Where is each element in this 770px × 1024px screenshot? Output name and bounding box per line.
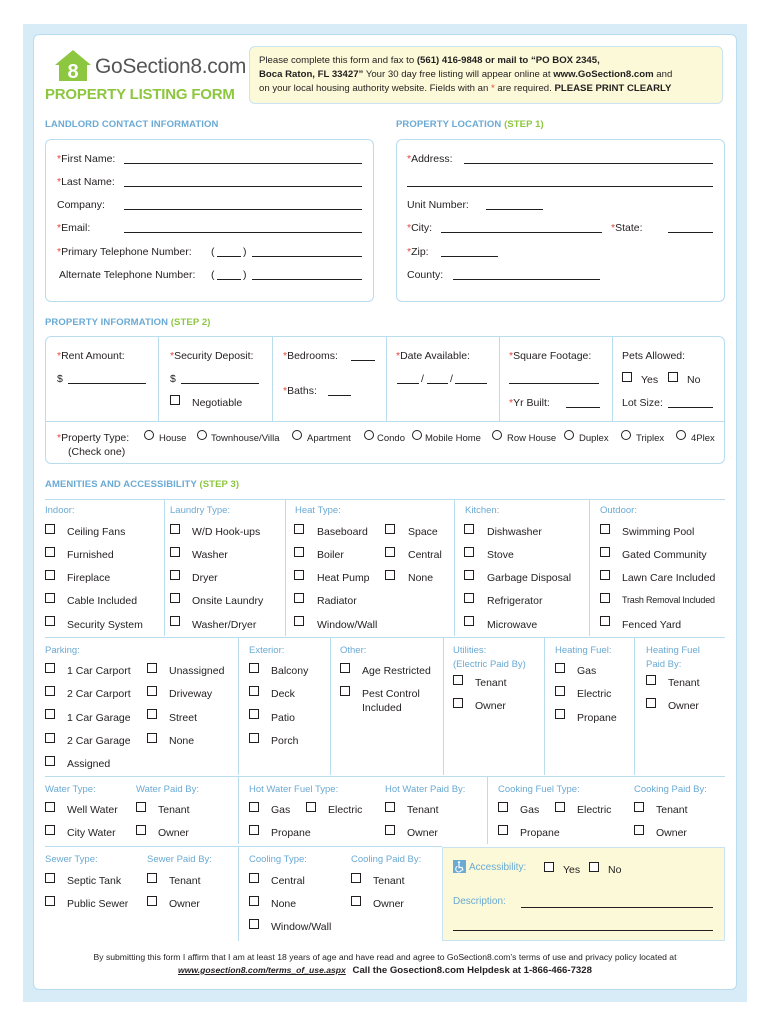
balcony-label: Balcony [271,665,309,677]
sewer-type-title: Sewer Type: [45,854,98,865]
baths-field[interactable] [328,395,351,396]
cooling-none-checkbox[interactable] [249,896,259,906]
heating-fuel-propane-label: Propane [577,712,617,724]
stove-label: Stove [487,549,514,561]
cook-propane-label: Propane [520,827,560,839]
fenced-yard-checkbox[interactable] [600,616,610,626]
bedrooms-field[interactable] [351,360,375,361]
cooling-paid-tenant-checkbox[interactable] [351,873,361,883]
heating-paid-tenant-checkbox[interactable] [646,675,656,685]
age-restricted-checkbox[interactable] [340,663,350,673]
last-name-label: *Last Name: [57,176,115,188]
type-condo-radio[interactable] [364,430,374,440]
outdoor-title: Outdoor: [600,505,637,516]
heat-pump-checkbox[interactable] [294,570,304,580]
refrigerator-label: Refrigerator [487,595,543,607]
hw-electric-label: Electric [328,804,363,816]
hw-gas-checkbox[interactable] [249,802,259,812]
instructions-line-1: Please complete this form and fax to (561) 416-9848 or mail to “PO BOX 2345, [259,55,600,66]
cooling-window-wall-label: Window/Wall [271,921,332,933]
heating-fuel-electric-label: Electric [577,688,612,700]
cooling-paid-owner-checkbox[interactable] [351,896,361,906]
cook-paid-tenant-checkbox[interactable] [634,802,644,812]
utilities-tenant-checkbox[interactable] [453,675,463,685]
gated-community-label: Gated Community [622,549,707,561]
heat-pump-label: Heat Pump [317,572,370,584]
garbage-disposal-checkbox[interactable] [464,570,474,580]
type-condo-label: Condo [377,433,405,444]
hw-paid-title: Hot Water Paid By: [385,784,466,795]
dryer-label: Dryer [192,572,218,584]
parking-title: Parking: [45,645,80,656]
unit-label: Unit Number: [407,199,469,211]
well-water-checkbox[interactable] [45,802,55,812]
divider [158,336,159,421]
divider [45,421,725,422]
pets-no-label: No [687,374,701,386]
alt-phone-area-code-field[interactable] [217,279,241,280]
wd-hookups-checkbox[interactable] [170,524,180,534]
city-water-checkbox[interactable] [45,825,55,835]
primary-phone-paren-close: ) [243,246,247,258]
hw-propane-checkbox[interactable] [249,825,259,835]
parking-none-checkbox[interactable] [147,733,157,743]
porch-label: Porch [271,735,299,747]
public-sewer-label: Public Sewer [67,898,129,910]
porch-checkbox[interactable] [249,733,259,743]
address-label: *Address: [407,153,453,165]
sewer-paid-tenant-checkbox[interactable] [147,873,157,883]
grid-line [487,776,488,844]
unassigned-label: Unassigned [169,665,225,677]
primary-phone-field[interactable] [252,256,362,257]
divider [499,336,500,421]
hw-paid-owner-checkbox[interactable] [385,825,395,835]
1-car-garage-checkbox[interactable] [45,709,55,719]
footer-terms: By submitting this form I affirm that I am at least 18 years of age and have read and agree to GoSection8.com’s terms of use and privacy policy located at [93,952,677,962]
refrigerator-checkbox[interactable] [464,593,474,603]
accessibility-yes-label: Yes [563,864,581,876]
driveway-label: Driveway [169,688,213,700]
cooling-central-checkbox[interactable] [249,873,259,883]
utilities-owner-label: Owner [475,700,506,712]
svg-text:8: 8 [67,61,79,83]
negotiable-checkbox[interactable] [170,395,180,405]
type-row-house-label: Row House [507,433,557,444]
date-day-field[interactable] [427,383,448,384]
parking-none-label: None [169,735,195,747]
wheelchair-icon [453,860,466,873]
boiler-label: Boiler [317,549,344,561]
type-townhouse-radio[interactable] [197,430,207,440]
accessibility-label: Accessibility: [469,862,527,873]
cooling-paid-title: Cooling Paid By: [351,854,422,865]
heating-paid-tenant-label: Tenant [668,677,700,689]
rent-dollar: $ [57,373,63,385]
state-field[interactable] [668,232,713,233]
type-apartment-label: Apartment [307,433,351,444]
2-car-carport-label: 2 Car Carport [67,688,131,700]
city-field[interactable] [441,232,602,233]
trash-removal-checkbox[interactable] [600,593,610,603]
pest-control-label-line-2: Included [362,702,402,714]
garbage-disposal-label: Garbage Disposal [487,572,572,584]
grid-line [164,499,165,636]
type-mobile-home-radio[interactable] [412,430,422,440]
location-heading: PROPERTY LOCATION (STEP 1) [396,119,544,130]
type-mobile-home-label: Mobile Home [425,433,481,444]
grid-line [45,846,442,847]
deck-checkbox[interactable] [249,686,259,696]
divider [272,336,273,421]
driveway-checkbox[interactable] [147,686,157,696]
alt-phone-paren-close: ) [243,269,247,281]
accessibility-yes-checkbox[interactable] [544,862,554,872]
fenced-yard-label: Fenced Yard [622,619,682,631]
sewer-paid-owner-checkbox[interactable] [147,896,157,906]
utilities-owner-checkbox[interactable] [453,698,463,708]
patio-label: Patio [271,712,295,724]
unit-field[interactable] [486,209,543,210]
company-label: Company: [57,199,105,211]
2-car-garage-checkbox[interactable] [45,733,55,743]
1-car-garage-label: 1 Car Garage [67,712,131,724]
heating-fuel-propane-checkbox[interactable] [555,709,565,719]
address-field-line-2[interactable] [407,186,713,187]
primary-phone-paren-open: ( [211,246,215,258]
helpdesk-text: Call the Gosection8.com Helpdesk at 1-866-466-7328 [352,965,592,976]
street-label: Street [169,712,198,724]
dryer-checkbox[interactable] [170,570,180,580]
cook-paid-title: Cooking Paid By: [634,784,707,795]
grid-line [544,637,545,775]
hw-gas-label: Gas [271,804,291,816]
logo-text: GoSection8.com [95,55,247,78]
cook-paid-owner-label: Owner [656,827,687,839]
hw-fuel-title: Hot Water Fuel Type: [249,784,339,795]
grid-line [285,499,286,636]
deposit-label: *Security Deposit: [170,350,254,362]
sqft-label: *Square Footage: [509,350,592,362]
instructions-line-2: Boca Raton, FL 33427” Your 30 day free listing will appear online at www.GoSection8.com and [259,69,673,80]
type-duplex-radio[interactable] [564,430,574,440]
primary-phone-area-code-field[interactable] [217,256,241,257]
city-label: *City: [407,222,433,234]
email-field[interactable] [124,232,362,233]
cook-electric-label: Electric [577,804,612,816]
yr-built-label: *Yr Built: [509,397,550,409]
patio-checkbox[interactable] [249,709,259,719]
laundry-title: Laundry Type: [170,505,231,516]
2-car-garage-label: 2 Car Garage [67,735,131,747]
grid-line [443,637,444,775]
heating-paid-title-line-2: Paid By: [646,659,682,670]
cook-fuel-title: Cooking Fuel Type: [498,784,580,795]
water-paid-owner-label: Owner [158,827,189,839]
type-apartment-radio[interactable] [292,430,302,440]
heating-paid-owner-label: Owner [668,700,699,712]
type-duplex-label: Duplex [579,433,609,444]
cooling-type-title: Cooling Type: [249,854,307,865]
age-restricted-label: Age Restricted [362,665,431,677]
dishwasher-checkbox[interactable] [464,524,474,534]
instructions-line-3: on your local housing authority website. Fields with an * are required. PLEASE PRINT CLEARLY [259,83,672,94]
kitchen-title: Kitchen: [465,505,500,516]
date-slash-2: / [450,373,453,385]
type-4plex-label: 4Plex [691,433,715,444]
space-label: Space [408,526,438,538]
grid-line [238,846,239,941]
radiator-checkbox[interactable] [294,593,304,603]
grid-line [238,776,239,844]
check-one-note: (Check one) [68,446,126,458]
heating-paid-owner-checkbox[interactable] [646,698,656,708]
onsite-laundry-label: Onsite Laundry [192,595,264,607]
utilities-tenant-label: Tenant [475,677,507,689]
pets-yes-label: Yes [641,374,659,386]
divider [612,336,613,421]
boiler-checkbox[interactable] [294,547,304,557]
fireplace-label: Fireplace [67,572,111,584]
stove-checkbox[interactable] [464,547,474,557]
1-car-carport-label: 1 Car Carport [67,665,131,677]
house-logo-icon [52,47,94,83]
dishwasher-label: Dishwasher [487,526,542,538]
water-paid-tenant-label: Tenant [158,804,190,816]
description-field-line-2[interactable] [453,930,713,931]
pets-no-checkbox[interactable] [668,372,678,382]
cooling-central-label: Central [271,875,305,887]
form-title: PROPERTY LISTING FORM [45,86,235,103]
assigned-checkbox[interactable] [45,756,55,766]
washer-dryer-checkbox[interactable] [170,616,180,626]
grid-line [238,637,239,775]
heating-paid-title: Heating Fuel [646,645,700,656]
water-paid-title: Water Paid By: [136,784,200,795]
security-system-label: Security System [67,619,143,631]
sewer-paid-owner-label: Owner [169,898,200,910]
type-house-label: House [159,433,187,444]
email-label: *Email: [57,222,91,234]
sewer-paid-tenant-label: Tenant [169,875,201,887]
amenities-heading: AMENITIES AND ACCESSIBILITY (STEP 3) [45,479,240,490]
baths-label: *Baths: [283,385,317,397]
heating-fuel-gas-label: Gas [577,665,597,677]
indoor-title: Indoor: [45,505,75,516]
cooling-window-wall-checkbox[interactable] [249,919,259,929]
primary-phone-label: *Primary Telephone Number: [57,246,192,258]
gated-community-checkbox[interactable] [600,547,610,557]
heating-fuel-electric-checkbox[interactable] [555,686,565,696]
trash-removal-label: Trash Removal Included [622,595,715,605]
cook-gas-label: Gas [520,804,540,816]
hw-paid-tenant-label: Tenant [407,804,439,816]
description-field[interactable] [521,907,713,908]
cooling-paid-tenant-label: Tenant [373,875,405,887]
cable-checkbox[interactable] [45,593,55,603]
type-row-house-radio[interactable] [492,430,502,440]
lawn-care-label: Lawn Care Included [622,572,716,584]
alt-phone-field[interactable] [252,279,362,280]
address-field[interactable] [464,163,713,164]
public-sewer-checkbox[interactable] [45,896,55,906]
security-system-checkbox[interactable] [45,616,55,626]
fireplace-checkbox[interactable] [45,570,55,580]
alt-phone-label: Alternate Telephone Number: [59,269,196,281]
washer-label: Washer [192,549,228,561]
grid-line [454,499,455,636]
baseboard-label: Baseboard [317,526,368,538]
onsite-laundry-checkbox[interactable] [170,593,180,603]
cooling-paid-owner-label: Owner [373,898,404,910]
baseboard-checkbox[interactable] [294,524,304,534]
microwave-label: Microwave [487,619,538,631]
property-type-label: *Property Type: [57,432,130,444]
wd-hookups-label: W/D Hook-ups [192,526,261,538]
hw-paid-owner-label: Owner [407,827,438,839]
alt-phone-paren-open: ( [211,269,215,281]
heat-none-label: None [408,572,434,584]
deposit-dollar: $ [170,373,176,385]
state-label: *State: [611,222,643,234]
heat-none-checkbox[interactable] [385,570,395,580]
cook-gas-checkbox[interactable] [498,802,508,812]
date-label: *Date Available: [396,350,470,362]
microwave-checkbox[interactable] [464,616,474,626]
first-name-field[interactable] [124,163,362,164]
grid-line [589,499,590,636]
lawn-care-checkbox[interactable] [600,570,610,580]
rent-label: *Rent Amount: [57,350,125,362]
balcony-checkbox[interactable] [249,663,259,673]
terms-link[interactable]: www.gosection8.com/terms_of_use.aspx [178,965,346,975]
heat-title: Heat Type: [295,505,341,516]
property-heading: PROPERTY INFORMATION (STEP 2) [45,317,211,328]
water-type-title: Water Type: [45,784,96,795]
company-field[interactable] [124,209,362,210]
swimming-pool-label: Swimming Pool [622,526,695,538]
street-checkbox[interactable] [147,709,157,719]
other-title: Other: [340,645,367,656]
landlord-heading: LANDLORD CONTACT INFORMATION [45,119,219,130]
water-paid-owner-checkbox[interactable] [136,825,146,835]
1-car-carport-checkbox[interactable] [45,663,55,673]
date-month-field[interactable] [397,383,419,384]
pets-label: Pets Allowed: [622,350,686,362]
utilities-title: Utilities: [453,645,487,656]
grid-line [45,499,725,500]
washer-dryer-label: Washer/Dryer [192,619,257,631]
hw-propane-label: Propane [271,827,311,839]
rent-field[interactable] [68,383,146,384]
water-paid-tenant-checkbox[interactable] [136,802,146,812]
lot-size-field[interactable] [668,407,713,408]
grid-line [45,637,725,638]
footer-line-2 [0,965,770,976]
hw-electric-checkbox[interactable] [306,802,316,812]
last-name-field[interactable] [124,186,362,187]
accessibility-no-label: No [608,864,622,876]
description-label: Description: [453,896,506,907]
unassigned-checkbox[interactable] [147,663,157,673]
type-triplex-radio[interactable] [621,430,631,440]
pest-control-checkbox[interactable] [340,686,350,696]
furnished-checkbox[interactable] [45,547,55,557]
grid-line [634,637,635,775]
radiator-label: Radiator [317,595,357,607]
negotiable-label: Negotiable [192,397,243,409]
cable-label: Cable Included [67,595,138,607]
central-heat-checkbox[interactable] [385,547,395,557]
date-slash-1: / [421,373,424,385]
deposit-field[interactable] [181,383,259,384]
hw-paid-tenant-checkbox[interactable] [385,802,395,812]
city-water-label: City Water [67,827,116,839]
first-name-label: *First Name: [57,153,116,165]
cook-propane-checkbox[interactable] [498,825,508,835]
washer-checkbox[interactable] [170,547,180,557]
pets-yes-checkbox[interactable] [622,372,632,382]
central-heat-label: Central [408,549,442,561]
space-checkbox[interactable] [385,524,395,534]
septic-tank-label: Septic Tank [67,875,122,887]
swimming-pool-checkbox[interactable] [600,524,610,534]
cooling-none-label: None [271,898,297,910]
zip-field[interactable] [441,256,498,257]
type-triplex-label: Triplex [636,433,665,444]
yr-built-field[interactable] [566,407,600,408]
divider [386,336,387,421]
ceiling-fans-checkbox[interactable] [45,524,55,534]
deck-label: Deck [271,688,295,700]
cook-paid-tenant-label: Tenant [656,804,688,816]
date-year-field[interactable] [455,383,487,384]
heating-fuel-gas-checkbox[interactable] [555,663,565,673]
assigned-label: Assigned [67,758,111,770]
accessibility-no-checkbox[interactable] [589,862,599,872]
furnished-label: Furnished [67,549,114,561]
lot-size-label: Lot Size: [622,397,663,409]
heat-window-wall-checkbox[interactable] [294,616,304,626]
exterior-title: Exterior: [249,645,285,656]
type-house-radio[interactable] [144,430,154,440]
type-townhouse-label: Townhouse/Villa [211,433,280,444]
septic-tank-checkbox[interactable] [45,873,55,883]
sewer-paid-title: Sewer Paid By: [147,854,212,865]
cook-electric-checkbox[interactable] [555,802,565,812]
cook-paid-owner-checkbox[interactable] [634,825,644,835]
sqft-field[interactable] [509,383,599,384]
heating-fuel-title: Heating Fuel: [555,645,612,656]
ceiling-fans-label: Ceiling Fans [67,526,126,538]
pest-control-label: Pest Control [362,688,420,700]
grid-line [45,776,725,777]
well-water-label: Well Water [67,804,118,816]
county-label: County: [407,269,444,281]
grid-line [330,637,331,775]
county-field[interactable] [453,279,600,280]
type-4plex-radio[interactable] [676,430,686,440]
2-car-carport-checkbox[interactable] [45,686,55,696]
utilities-subtitle: (Electric Paid By) [453,659,526,670]
heat-window-wall-label: Window/Wall [317,619,378,631]
bedrooms-label: *Bedrooms: [283,350,338,362]
zip-label: *Zip: [407,246,429,258]
